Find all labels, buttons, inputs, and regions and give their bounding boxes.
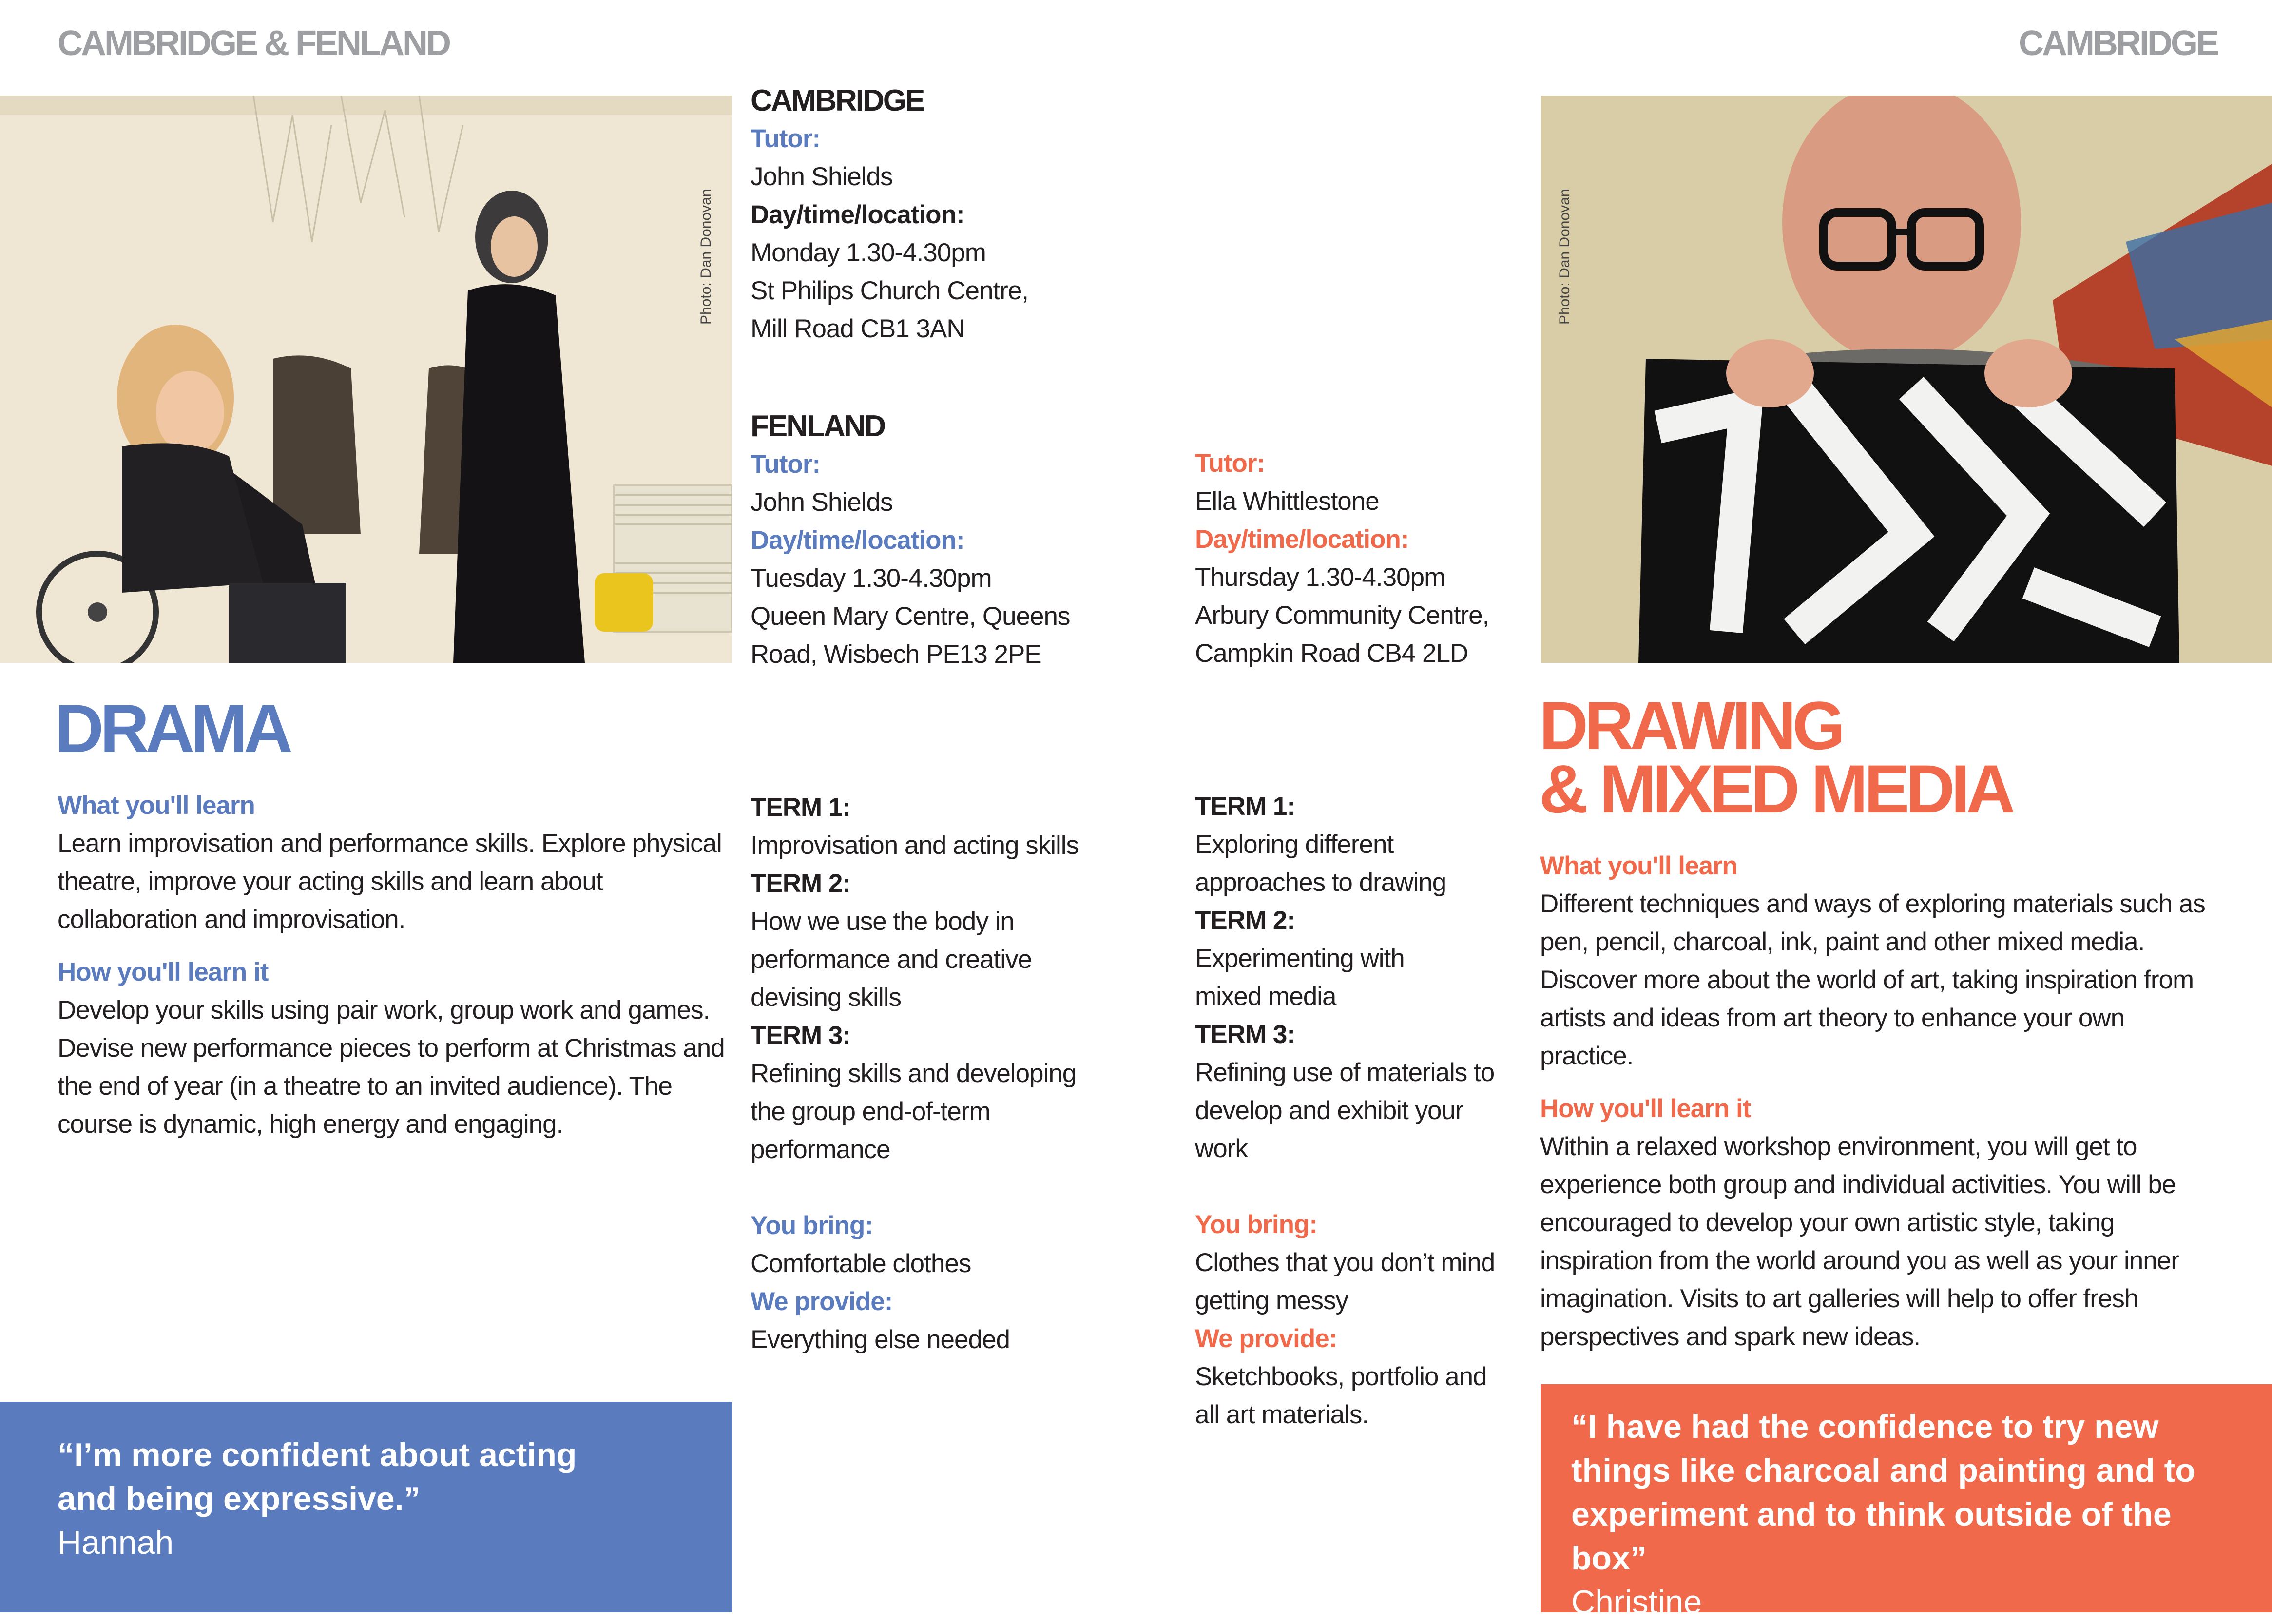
drawing-term2-line-2: mixed media xyxy=(1195,982,1336,1011)
drawing-provide-line-1: Sketchbooks, portfolio and xyxy=(1195,1362,1487,1391)
drama-term2-label: TERM 2: xyxy=(751,869,850,898)
drama-term2-line-3: devising skills xyxy=(751,983,902,1012)
drawing-term3-line-1: Refining use of materials to xyxy=(1195,1058,1495,1087)
drama-term3-label: TERM 3: xyxy=(751,1021,850,1050)
photo-credit-right: Photo: Dan Donovan xyxy=(1557,189,1573,325)
drawing-learn-text: Different techniques and ways of exploring materials such as pen, pencil, charcoal, ink, paint and other mixed media. Discover more about the world of art, taking inspiration from artists and ideas from art theory to enhance your own practice. xyxy=(1540,889,2205,1070)
fenland-line-2: Queen Mary Centre, Queens xyxy=(751,602,1070,631)
drawing-quote-box xyxy=(1541,1384,2272,1621)
cambridge-line-2: St Philips Church Centre, xyxy=(751,276,1029,305)
drama-bring-line-1: Comfortable clothes xyxy=(751,1249,971,1278)
page-header-right: CAMBRIDGE xyxy=(2019,24,2217,63)
drama-term2-line-1: How we use the body in xyxy=(751,907,1014,936)
drawing-description xyxy=(1540,847,2213,1356)
drama-learn-text: Learn improvisation and performance skills. Explore physical theatre, improve your acting skills and learn about collaboration and improvisation. xyxy=(58,829,722,934)
drawing-title xyxy=(1539,687,2012,827)
drawing-tutor-label: Tutor: xyxy=(1195,449,1265,478)
fenland-tutor: John Shields xyxy=(751,488,893,517)
drawing-title-line-1: DRAWING xyxy=(1539,687,1842,764)
drawing-term1-label: TERM 1: xyxy=(1195,792,1295,821)
drawing-bring-line-1: Clothes that you don’t mind xyxy=(1195,1248,1495,1277)
drawing-term1-line-2: approaches to drawing xyxy=(1195,868,1446,897)
drama-provide-label: We provide: xyxy=(751,1287,893,1316)
drawing-tutor: Ella Whittlestone xyxy=(1195,487,1379,516)
drawing-photo-illustration xyxy=(1541,96,2272,663)
drama-terms xyxy=(751,789,1179,1359)
drama-term3-line-3: performance xyxy=(751,1135,890,1164)
drawing-photo xyxy=(1541,96,2272,663)
drawing-term3-line-3: work xyxy=(1195,1134,1248,1163)
fenland-line-1: Tuesday 1.30-4.30pm xyxy=(751,564,992,593)
drama-bring-label: You bring: xyxy=(751,1211,873,1240)
photo-credit: Photo: Dan Donovan xyxy=(698,189,714,325)
drama-term2-line-2: performance and creative xyxy=(751,945,1032,974)
drama-description xyxy=(58,787,730,1143)
drawing-line-3: Campkin Road CB4 2LD xyxy=(1195,639,1468,668)
drawing-term3-line-2: develop and exhibit your xyxy=(1195,1096,1463,1125)
drama-term3-line-2: the group end-of-term xyxy=(751,1097,990,1126)
page-header-left: CAMBRIDGE & FENLAND xyxy=(58,24,449,63)
drama-term1-label: TERM 1: xyxy=(751,793,850,822)
drama-how-text: Develop your skills using pair work, group work and games. Devise new performance pieces to perform at Christmas and the end of year (in a theatre to an invited audience). The course is dynamic, high energy and engaging. xyxy=(58,996,725,1139)
cambridge-tutor: John Shields xyxy=(751,162,893,191)
drawing-venue xyxy=(1195,445,1536,673)
cambridge-line-3: Mill Road CB1 3AN xyxy=(751,314,965,343)
cambridge-line-1: Monday 1.30-4.30pm xyxy=(751,238,986,267)
drawing-bring-label: You bring: xyxy=(1195,1210,1318,1239)
drawing-quote-author: Christine xyxy=(1571,1584,1702,1621)
drawing-bring-line-2: getting messy xyxy=(1195,1286,1348,1315)
cambridge-dtl-label: Day/time/location: xyxy=(751,200,964,229)
drawing-provide-line-2: all art materials. xyxy=(1195,1400,1369,1429)
drawing-how-text: Within a relaxed workshop environment, you will get to experience both group and individual activities. You will be encouraged to develop your own artistic style, taking inspiration from the world around you as well as your inner imagination. Visits to art galleries will help to offer fresh perspectives and spark new ideas. xyxy=(1540,1132,2179,1351)
drawing-line-1: Thursday 1.30-4.30pm xyxy=(1195,563,1445,592)
fenland-drama-venue xyxy=(751,407,1170,674)
fenland-tutor-label: Tutor: xyxy=(751,450,821,479)
drawing-provide-label: We provide: xyxy=(1195,1324,1337,1353)
drama-term1-line-1: Improvisation and acting skills xyxy=(751,831,1079,860)
drama-title: DRAMA xyxy=(55,690,289,767)
drama-how-heading: How you'll learn it xyxy=(58,958,269,986)
drawing-term3-label: TERM 3: xyxy=(1195,1020,1295,1049)
cambridge-tutor-label: Tutor: xyxy=(751,124,821,153)
drama-quote: “I’m more confident about acting and being expressive.” xyxy=(58,1436,577,1517)
fenland-heading: FENLAND xyxy=(751,409,885,443)
drawing-quote: “I have had the confidence to try new things like charcoal and painting and to experiment and to think outside of the box” xyxy=(1571,1408,2195,1577)
drawing-term2-line-1: Experimenting with xyxy=(1195,944,1405,973)
drama-provide-line-1: Everything else needed xyxy=(751,1325,1010,1354)
drama-photo-illustration xyxy=(0,96,732,663)
drama-learn-heading: What you'll learn xyxy=(58,791,255,820)
drawing-terms xyxy=(1195,788,1536,1434)
drawing-line-2: Arbury Community Centre, xyxy=(1195,601,1489,630)
drawing-term2-label: TERM 2: xyxy=(1195,906,1295,935)
drama-photo xyxy=(0,96,732,663)
drama-term3-line-1: Refining skills and developing xyxy=(751,1059,1077,1088)
drama-quote-author: Hannah xyxy=(58,1524,174,1561)
fenland-line-3: Road, Wisbech PE13 2PE xyxy=(751,640,1041,669)
drama-quote-box xyxy=(0,1402,732,1612)
cambridge-heading: CAMBRIDGE xyxy=(751,84,924,117)
drawing-title-line-2: & MIXED MEDIA xyxy=(1539,751,2012,827)
drawing-term1-line-1: Exploring different xyxy=(1195,830,1394,859)
cambridge-drama-venue xyxy=(751,82,1170,348)
drawing-dtl-label: Day/time/location: xyxy=(1195,525,1409,554)
drawing-learn-heading: What you'll learn xyxy=(1540,851,1737,880)
fenland-dtl-label: Day/time/location: xyxy=(751,526,964,555)
drawing-how-heading: How you'll learn it xyxy=(1540,1094,1751,1123)
